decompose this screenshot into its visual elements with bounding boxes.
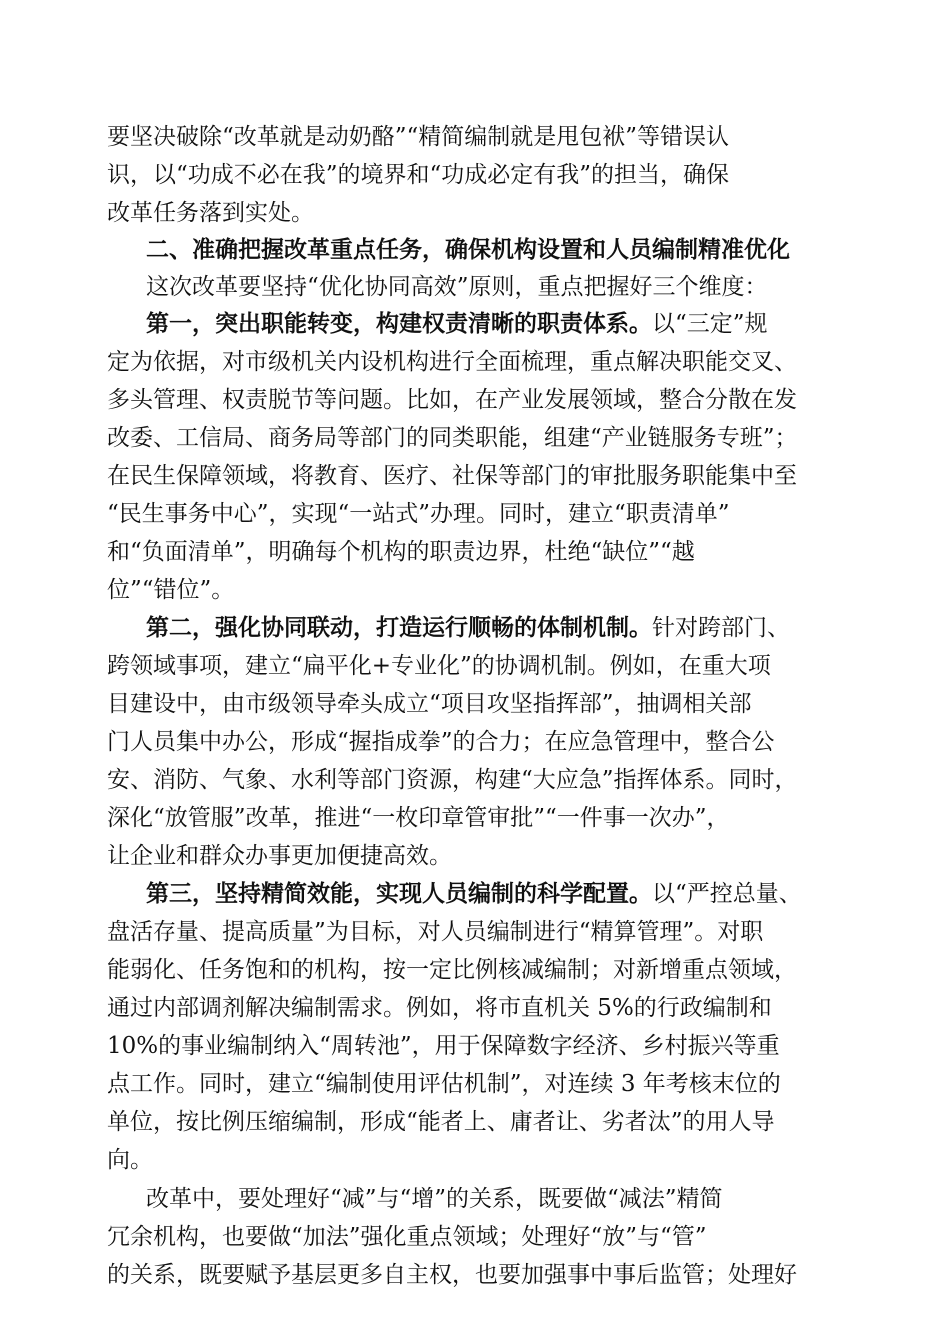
- paragraph-first-line: [146, 609, 852, 647]
- text-line: 深化“放管服”改革，推进“一枚印章管审批”“一件事一次办”，: [107, 805, 730, 831]
- text-run: 以“三定”规: [652, 311, 768, 337]
- text-line: 改委、工信局、商务局等部门的同类职能，组建“产业链服务专班”；: [107, 425, 798, 451]
- text-line: 定为依据，对市级机关内设机构进行全面梳理，重点解决职能交叉、: [107, 349, 797, 375]
- text-run: 以“严控总量、: [652, 881, 802, 907]
- text-line: 点工作。同时，建立“编制使用评估机制”，对连续 3 年考核末位的: [107, 1071, 781, 1097]
- text-line: 改革任务落到实处。: [107, 200, 314, 226]
- point-heading: 第三，坚持精简效能，实现人员编制的科学配置。: [146, 880, 652, 907]
- text-line: 让企业和群众办事更加便捷高效。: [107, 843, 452, 869]
- text-line: 要坚决破除“改革就是动奶酪”“精简编制就是甩包袱”等错误认: [107, 124, 730, 150]
- point-heading: 第二，强化协同联动，打造运行顺畅的体制机制。: [146, 614, 652, 641]
- section-heading: 二、准确把握改革重点任务，确保机构设置和人员编制精准优化: [146, 236, 790, 263]
- paragraph-first-line: [146, 305, 852, 343]
- point-heading: 第一，突出职能转变，构建权责清晰的职责体系。: [146, 310, 652, 337]
- text-line: 向。: [107, 1147, 153, 1173]
- text-line: 能弱化、任务饱和的机构，按一定比例核减编制；对新增重点领域，: [107, 957, 797, 983]
- text-line: 识，以“功成不必在我”的境界和“功成必定有我”的担当，确保: [107, 162, 730, 188]
- text-line: 多头管理、权责脱节等问题。比如，在产业发展领域，整合分散在发: [107, 387, 797, 413]
- text-line: 跨领域事项，建立“扁平化+专业化”的协调机制。例如，在重大项: [107, 653, 771, 679]
- text-line: 改革中，要处理好“减”与“增”的关系，既要做“减法”精简: [146, 1186, 723, 1212]
- text-line: 通过内部调剂解决编制需求。例如，将市直机关 5%的行政编制和: [107, 995, 772, 1021]
- text-line: 盘活存量、提高质量”为目标，对人员编制进行“精算管理”。对职: [107, 919, 764, 945]
- text-line: 10%的事业编制纳入“周转池”，用于保障数字经济、乡村振兴等重: [107, 1033, 780, 1059]
- text-line: 和“负面清单”，明确每个机构的职责边界，杜绝“缺位”“越: [107, 539, 695, 565]
- text-line: 的关系，既要赋予基层更多自主权，也要加强事中事后监管；处理好: [107, 1262, 797, 1288]
- text-line: 这次改革要坚持“优化协同高效”原则，重点把握好三个维度：: [146, 274, 768, 300]
- text-line: “民生事务中心”，实现“一站式”办理。同时，建立“职责清单”: [107, 501, 730, 527]
- text-line: 位”“错位”。: [107, 577, 235, 603]
- text-line: 单位，按比例压缩编制，形成“能者上、庸者让、劣者汰”的用人导: [107, 1109, 775, 1135]
- paragraph-first-line: [146, 875, 852, 913]
- text-run: 针对跨部门、: [652, 615, 790, 641]
- text-line: 在民生保障领域，将教育、医疗、社保等部门的审批服务职能集中至: [107, 463, 797, 489]
- text-line: 冗余机构，也要做“加法”强化重点领域；处理好“放”与“管”: [107, 1224, 707, 1250]
- text-line: 安、消防、气象、水利等部门资源，构建“大应急”指挥体系。同时，: [107, 767, 798, 793]
- text-line: 门人员集中办公，形成“握指成拳”的合力；在应急管理中，整合公: [107, 729, 775, 755]
- text-line: 目建设中，由市级领导牵头成立“项目攻坚指挥部”，抽调相关部: [107, 691, 752, 717]
